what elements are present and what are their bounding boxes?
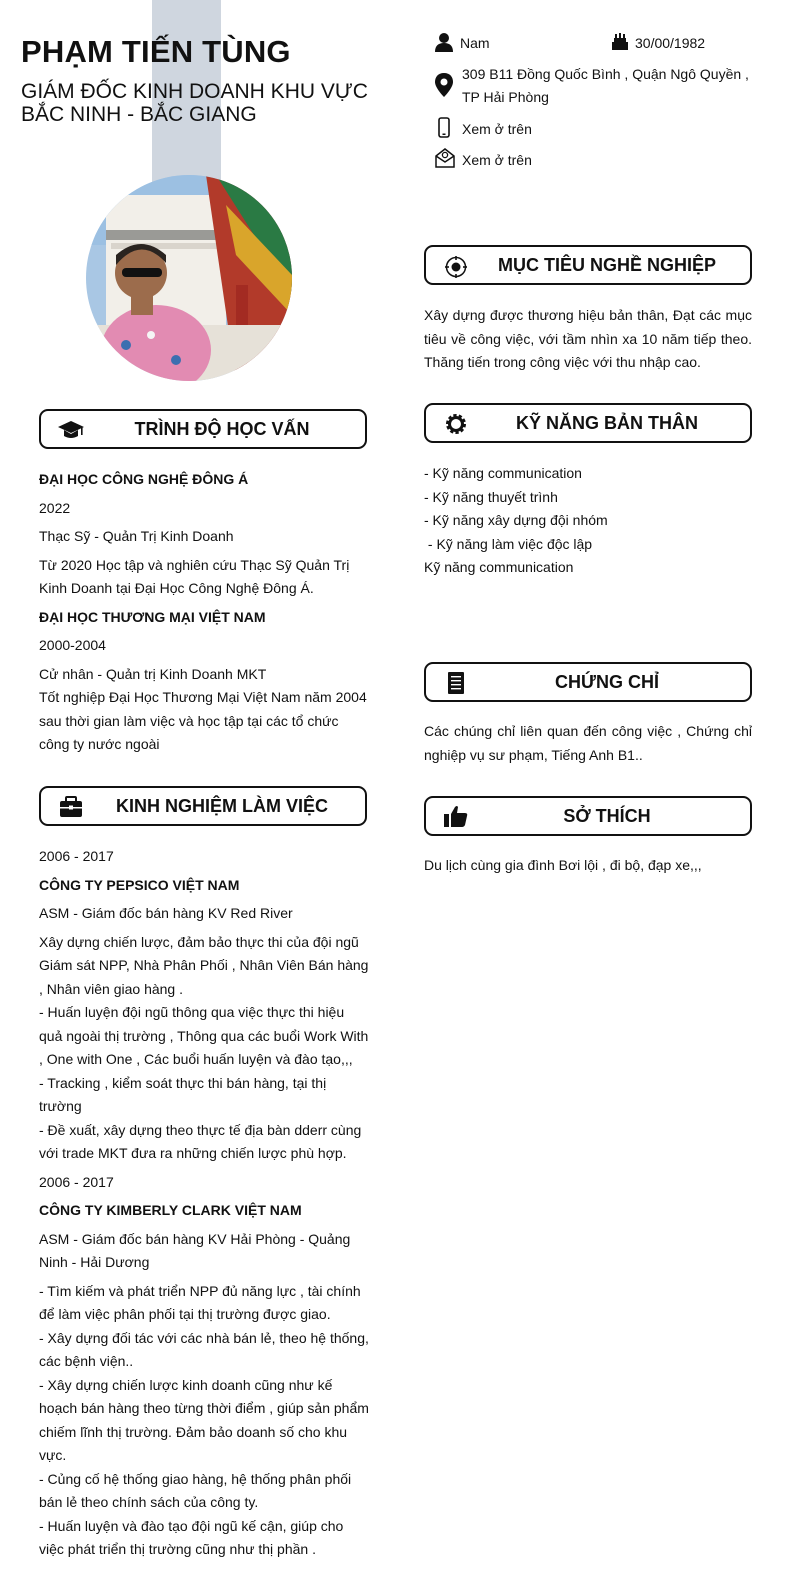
experience-company: CÔNG TY PEPSICO VIỆT NAM	[39, 876, 240, 893]
skills-title: KỸ NĂNG BẢN THÂN	[516, 413, 698, 433]
document-icon	[442, 670, 470, 696]
gear-icon	[442, 413, 470, 435]
candidate-role: GIÁM ĐỐC KINH DOANH KHU VỰC BẮC NINH - BẮC GIANG	[21, 80, 368, 126]
experience-period: 2006 - 2017	[39, 1173, 114, 1190]
contact-gender	[434, 32, 604, 56]
experience-duty: - Xây dựng chiến lược kinh doanh cũng như kế hoạch bán hàng theo từng thời điểm , giúp sản phẩm chiếm lĩnh thị trường. Đảm bảo doanh số cho khu vực.	[39, 1376, 369, 1463]
experience-duty: Xây dựng chiến lược, đảm bảo thực thi của đội ngũ Giám sát NPP, Nhà Phân Phối , Nhân Viên Bán hàng , Nhân viên giao hàng .	[39, 933, 369, 997]
target-icon	[442, 256, 470, 278]
hobbies-text: Du lịch cùng gia đình Bơi lội , đi bộ, đạp xe,,,	[424, 857, 702, 873]
experience-duty: - Huấn luyện và đào tạo đội ngũ kế cận, giúp cho việc phát triển thị trường cũng như thị phần .	[39, 1517, 344, 1557]
skill-item: - Kỹ năng communication	[424, 465, 582, 481]
skills-list	[424, 462, 752, 580]
address-value: 309 B11 Đồng Quốc Bình , Quận Ngô Quyền , TP Hải Phòng	[462, 66, 749, 105]
envelope-icon	[434, 147, 456, 169]
contact-email	[434, 149, 734, 173]
graduation-cap-icon	[57, 419, 85, 441]
experience-duty: - Huấn luyện đội ngũ thông qua việc thực thi hiệu quả ngoài thị trường , Thông qua các buổi Work With , One with One , Các buổi huấn luyện và đào tạo,,,	[39, 1004, 369, 1067]
skill-item: - Kỹ năng làm việc độc lập	[424, 535, 593, 552]
certificates-text: Các chúng chỉ liên quan đến công việc , Chứng chỉ nghiệp vụ sư phạm, Tiếng Anh B1..	[424, 723, 752, 763]
experience-duty: - Xây dựng đối tác với các nhà bán lẻ, theo hệ thống, các bệnh viện..	[39, 1329, 369, 1369]
cake-icon	[610, 32, 630, 52]
birthday-value: 30/00/1982	[635, 35, 706, 51]
contact-birthday	[610, 32, 770, 56]
gender-value: Nam	[460, 35, 490, 51]
experience-duty: - Đề xuất, xây dựng theo thực tế địa bàn dderr cùng với trade MKT đưa ra những chiến lược phù hợp.	[39, 1121, 362, 1161]
mobile-phone-icon	[434, 117, 454, 139]
education-period: 2000-2004	[39, 637, 106, 653]
experience-duty: - Tracking , kiểm soát thực thi bán hàng, tại thị trường	[39, 1074, 327, 1114]
skill-item: - Kỹ năng xây dựng đội nhóm	[424, 512, 608, 528]
education-degree: Thạc Sỹ - Quản Trị Kinh Doanh	[39, 528, 234, 544]
contact-phone	[434, 118, 734, 142]
experience-duty: - Củng cố hệ thống giao hàng, hệ thống phân phối bán lẻ theo chính sách của công ty.	[39, 1470, 352, 1510]
skill-item: - Kỹ năng thuyết trình	[424, 488, 558, 505]
objective-title: MỤC TIÊU NGHỀ NGHIỆP	[497, 255, 716, 275]
education-school: ĐẠI HỌC THƯƠNG MẠI VIỆT NAM	[39, 608, 266, 625]
skill-item: Kỹ năng communication	[424, 559, 574, 575]
education-description: Tốt nghiệp Đại Học Thương Mại Việt Nam năm 2004 sau thời gian làm việc và học tập tại các tổ chức công ty nước ngoài	[39, 689, 367, 752]
certificates-header	[424, 662, 752, 702]
education-period: 2022	[39, 499, 71, 516]
hobbies-header	[424, 796, 752, 836]
location-pin-icon	[434, 73, 454, 97]
experience-period: 2006 - 2017	[39, 848, 114, 864]
experience-list	[39, 845, 371, 1562]
experience-duty: - Tìm kiếm và phát triển NPP đủ năng lực , tài chính để làm việc phân phối tại thị trường được giao.	[39, 1282, 361, 1322]
objective-header	[424, 245, 752, 285]
candidate-name: PHẠM TIẾN TÙNG	[21, 34, 291, 69]
education-degree: Cử nhân - Quản trị Kinh Doanh MKT	[39, 665, 267, 682]
experience-position: ASM - Giám đốc bán hàng KV Red River	[39, 905, 293, 921]
avatar	[86, 175, 292, 381]
person-icon	[434, 32, 454, 52]
briefcase-icon	[57, 796, 85, 818]
hobbies-title: SỞ THÍCH	[563, 806, 651, 826]
education-title: TRÌNH ĐỘ HỌC VẤN	[134, 419, 310, 439]
thumbs-up-icon	[442, 805, 470, 827]
skills-header	[424, 403, 752, 443]
experience-title: KINH NGHIỆM LÀM VIỆC	[115, 796, 328, 816]
experience-company: CÔNG TY KIMBERLY CLARK VIỆT NAM	[39, 1202, 302, 1218]
phone-value: Xem ở trên	[462, 121, 532, 137]
objective-text: Xây dựng được thương hiệu bản thân, Đạt các mục tiêu về công việc, với tầm nhìn xa 10 năm tiếp theo. Thăng tiến trong công việc với thu nhập cao.	[424, 307, 752, 370]
contact-address	[434, 63, 764, 111]
education-description: Từ 2020 Học tập và nghiên cứu Thạc Sỹ Quản Trị Kinh Doanh tại Đại Học Công Nghệ Đông Á.	[39, 556, 350, 596]
education-header	[39, 409, 367, 449]
certificates-title: CHỨNG CHỈ	[555, 672, 659, 692]
experience-header	[39, 786, 367, 826]
email-value: Xem ở trên	[462, 152, 532, 168]
education-school: ĐẠI HỌC CÔNG NGHỆ ĐÔNG Á	[39, 471, 249, 487]
experience-position: ASM - Giám đốc bán hàng KV Hải Phòng - Quảng Ninh - Hải Dương	[39, 1230, 351, 1270]
education-list	[39, 468, 369, 757]
